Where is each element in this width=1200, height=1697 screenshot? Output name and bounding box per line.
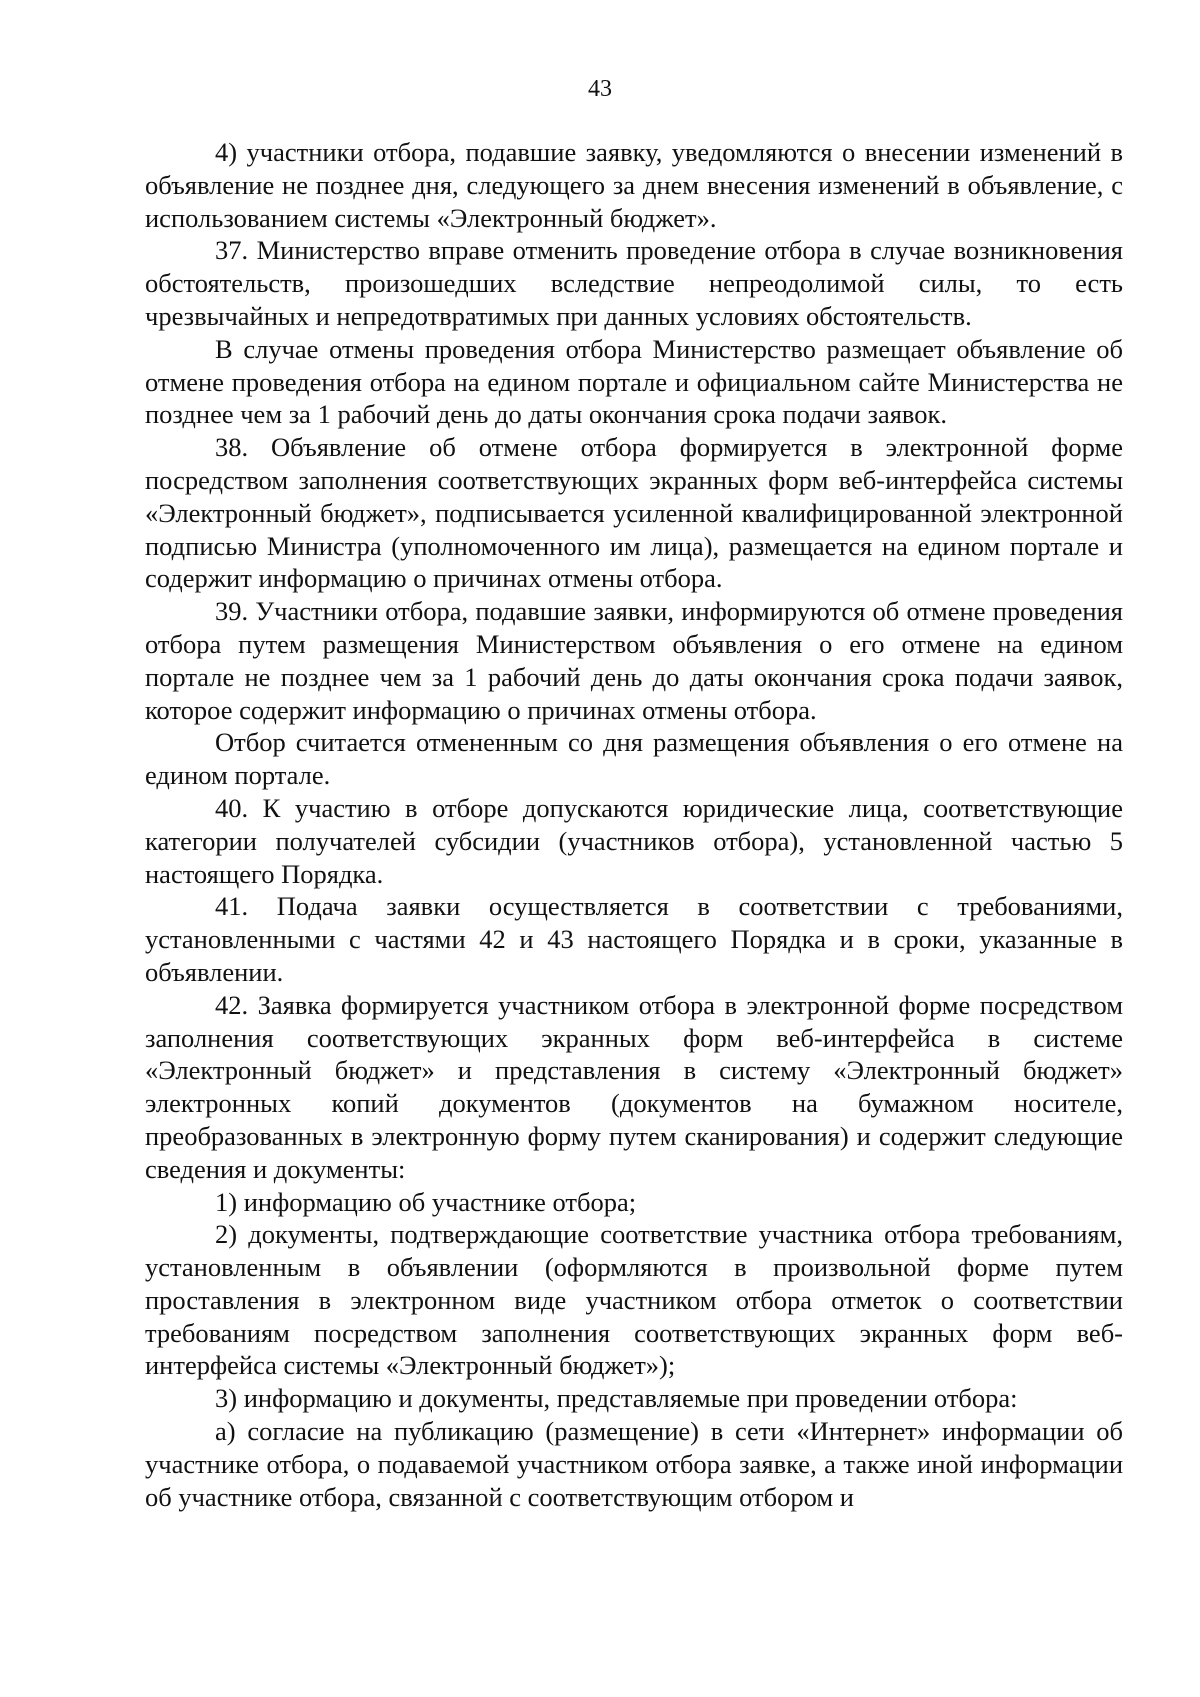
paragraph-42: 42. Заявка формируется участником отбора в электронной форме посредством заполнения соответствующих экранных форм веб-интерфейса в системе «Электронный бюджет» и представления в систему «Электронный бюджет» электронных копий документов (документов на бумажном носителе, преобразованных в электронную форму путем сканирования) и содержит следующие сведения и документы: — [145, 989, 1123, 1184]
paragraph-37: 37. Министерство вправе отменить проведение отбора в случае возникновения обстоятельств, произошедших вследствие непреодолимой силы, то есть чрезвычайных и непредотвратимых при данных условиях обстоятельств. — [145, 235, 1123, 331]
document-body — [145, 136, 1123, 1513]
paragraph-42-item-2: 2) документы, подтверждающие соответствие участника отбора требованиям, установленным в объявлении (оформляются в произвольной форме путем проставления в электронном виде участником отбора отметок о соответствии требованиям посредством заполнения соответствующих экранных форм веб-интерфейса системы «Электронный бюджет»); — [145, 1219, 1123, 1381]
paragraph-42-item-3a: а) согласие на публикацию (размещение) в сети «Интернет» информации об участнике отбора, о подаваемой участником отбора заявке, а также иной информации об участнике отбора, связанной с соответствующим отбором и — [145, 1416, 1123, 1512]
page-number: 43 — [588, 76, 612, 102]
paragraph-40: 40. К участию в отборе допускаются юридические лица, соответствующие категории получателей субсидии (участников отбора), установленной частью 5 настоящего Порядка. — [145, 792, 1123, 889]
paragraph-39: 39. Участники отбора, подавшие заявки, информируются об отмене проведения отбора путем размещения Министерством объявления о его отмене на едином портале не позднее чем за 1 рабочий день до даты окончания срока подачи заявок, которое содержит информацию о причинах отмены отбора. — [145, 596, 1123, 725]
paragraph-41: 41. Подача заявки осуществляется в соответствии с требованиями, установленными с частями 42 и 43 настоящего Порядка и в сроки, указанные в объявлении. — [145, 891, 1123, 987]
paragraph-42-item-1: 1) информацию об участнике отбора; — [215, 1186, 637, 1217]
paragraph-item-4-notification: 4) участники отбора, подавшие заявку, уведомляются о внесении изменений в объявление не позднее дня, следующего за днем внесения изменений в объявление, с использованием системы «Электронный бюджет». — [145, 137, 1123, 233]
paragraph-37-cancellation-notice: В случае отмены проведения отбора Министерство размещает объявление об отмене проведения отбора на едином портале и официальном сайте Министерства не позднее чем за 1 рабочий день до даты окончания срока подачи заявок. — [145, 333, 1123, 430]
paragraph-38: 38. Объявление об отмене отбора формируется в электронной форме посредством заполнения соответствующих экранных форм веб-интерфейса системы «Электронный бюджет», подписывается усиленной квалифицированной электронной подписью Министра (уполномоченного им лица), размещается на едином портале и содержит информацию о причинах отмены отбора. — [145, 432, 1123, 594]
paragraph-39-cancelled-date: Отбор считается отмененным со дня размещения объявления о его отмене на едином портале. — [145, 727, 1123, 791]
paragraph-42-item-3: 3) информацию и документы, представляемые при проведении отбора: — [215, 1383, 1018, 1414]
